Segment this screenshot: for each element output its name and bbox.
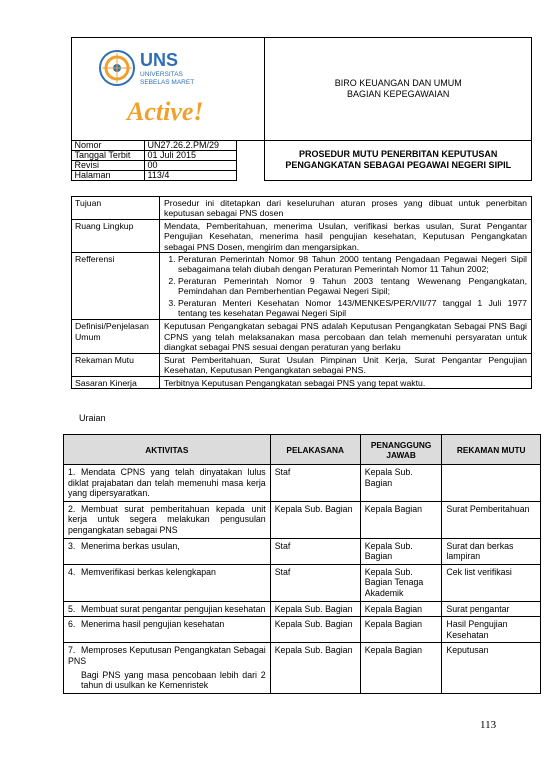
activity-text: Membuat surat pengantar pengujian kesehatan bbox=[81, 603, 266, 614]
activity-number: 1. bbox=[68, 467, 76, 477]
uraian-heading: Uraian bbox=[79, 413, 106, 423]
tujuan-label: Tujuan bbox=[72, 197, 160, 220]
activity-text: Membuat surat pemberitahuan kepada unit kerja untuk segera melakukan pengusulan pengangkatan sebagai PNS bbox=[68, 503, 266, 535]
header-penanggung-jawab: PENANGGUNG JAWAB bbox=[360, 435, 442, 465]
ruang-lingkup-label: Ruang Lingkup bbox=[72, 219, 160, 252]
activity-cell bbox=[64, 564, 271, 601]
meta-value: 01 Juli 2015 bbox=[144, 151, 236, 161]
table-row bbox=[64, 501, 541, 538]
header-aktivitas: AKTIVITAS bbox=[64, 435, 271, 465]
rekaman-mutu-cell: Keputusan bbox=[442, 643, 541, 693]
activity-text: Memproses Keputusan Pengangkatan Sebagai PNS bbox=[68, 645, 266, 666]
sasaran-kinerja-label: Sasaran Kinerja bbox=[72, 376, 160, 388]
definisi-label: Definisi/Penjelasan Umum bbox=[72, 320, 160, 353]
referensi-item: 1. Peraturan Pemerintah Nomor 98 Tahun 2000 tentang Pengadaan Pegawai Negeri Sipil sebagaimana telah diubah dengan Peraturan Pemerintah Nomor 11 Tahun 2002; bbox=[178, 254, 527, 275]
activity-cell bbox=[64, 465, 271, 502]
header-pelaksana: PELAKASANA bbox=[270, 435, 360, 465]
activity-text: Menerima hasil pengujian kesehatan bbox=[81, 619, 225, 630]
penanggung-jawab-cell: Kepala Sub. Bagian Tenaga Akademik bbox=[360, 564, 442, 601]
table-row bbox=[64, 617, 541, 643]
penanggung-jawab-cell: Kepala Sub. Bagian bbox=[360, 538, 442, 564]
activity-cell bbox=[64, 643, 271, 693]
referensi-value bbox=[160, 253, 532, 320]
activity-number: 5. bbox=[68, 603, 76, 614]
pelaksana-cell: Staf bbox=[270, 538, 360, 564]
rekaman-mutu-cell: Hasil Pengujian Kesehatan bbox=[442, 617, 541, 643]
meta-value: UN27.26.2.PM/29 bbox=[144, 141, 236, 151]
meta-value: 113/4 bbox=[144, 171, 236, 181]
activity-cell bbox=[64, 601, 271, 617]
meta-table bbox=[71, 140, 237, 181]
pelaksana-cell: Kepala Sub. Bagian bbox=[270, 601, 360, 617]
rekaman-mutu-cell bbox=[442, 465, 541, 502]
pelaksana-cell: Kepala Sub. Bagian bbox=[270, 617, 360, 643]
uns-logo bbox=[92, 44, 232, 136]
doc-title-line-2: PENGANGKATAN SEBAGAI PEGAWAI NEGERI SIPIL bbox=[285, 160, 512, 171]
referensi-item: 2. Peraturan Pemerintah Nomor 9 Tahun 2003 tentang Wewenang Pengangkatan, Pemindahan dan Pemberhentian Pegawai Negeri Sipil; bbox=[178, 276, 527, 297]
rekaman-mutu-cell: Surat pengantar bbox=[442, 601, 541, 617]
pelaksana-cell: Kepala Sub. Bagian bbox=[270, 643, 360, 693]
penanggung-jawab-cell: Kepala Bagian bbox=[360, 643, 442, 693]
activity-subtext: Bagi PNS yang masa pencobaan lebih dari 2 tahun di usulkan ke Kemenristek bbox=[81, 669, 266, 691]
doc-title-cell bbox=[265, 141, 532, 181]
referensi-label: Refferensi bbox=[72, 253, 160, 320]
pelaksana-cell: Kepala Sub. Bagian bbox=[270, 501, 360, 538]
activity-number: 6. bbox=[68, 619, 76, 630]
logo-cell bbox=[72, 38, 265, 141]
penanggung-jawab-cell: Kepala Sub. Bagian bbox=[360, 465, 442, 502]
activity-number: 7. bbox=[68, 645, 76, 656]
rekaman-mutu-cell: Surat dan berkas lampiran bbox=[442, 538, 541, 564]
activity-cell bbox=[64, 501, 271, 538]
pelaksana-cell: Staf bbox=[270, 465, 360, 502]
table-row bbox=[64, 643, 541, 693]
meta-cell bbox=[72, 141, 265, 181]
meta-value: 00 bbox=[144, 161, 236, 171]
activity-number: 2. bbox=[68, 503, 76, 514]
svg-text:UNIVERSITAS: UNIVERSITAS bbox=[140, 71, 183, 78]
activity-number: 3. bbox=[68, 540, 76, 551]
rekaman-mutu-cell: Surat Pemberitahuan bbox=[442, 501, 541, 538]
pelaksana-cell: Staf bbox=[270, 564, 360, 601]
office-cell bbox=[265, 38, 532, 141]
activity-number: 4. bbox=[68, 566, 76, 577]
activity-cell bbox=[64, 538, 271, 564]
activity-text: Menerima berkas usulan, bbox=[81, 540, 180, 551]
meta-label: Revisi bbox=[71, 161, 144, 171]
meta-label: Tanggal Terbit bbox=[71, 151, 144, 161]
document-header bbox=[71, 37, 532, 181]
doc-title-line-1: PROSEDUR MUTU PENERBITAN KEPUTUSAN bbox=[299, 149, 498, 160]
svg-text:UNS: UNS bbox=[140, 50, 179, 70]
ruang-lingkup-value: Mendata, Pemberitahuan, menerima Usulan, verifikasi berkas usulan, Surat Pengantar Pengujian Kesehatan, menerima hasil pengujian kesehatan, Keputusan Pengangkatan sebagai PNS Dosen, mengirim dan mengarsipkan. bbox=[160, 219, 532, 252]
activities-table bbox=[63, 434, 541, 694]
rekaman-mutu-cell: Cek list verifikasi bbox=[442, 564, 541, 601]
rekaman-mutu-value: Surat Pemberitahuan, Surat Usulan Pimpinan Unit Kerja, Surat Pengantar Pengujian Kesehatan, Keputusan Pengangkatan sebagai PNS. bbox=[160, 353, 532, 376]
referensi-item: 3. Peraturan Menteri Kesehatan Nomor 143/MENKES/PER/VII/77 tanggal 1 Juli 1977 tentang tes kesehatan Pegawai Negeri Sipil bbox=[178, 298, 527, 319]
activity-cell bbox=[64, 617, 271, 643]
page-number: 113 bbox=[480, 719, 497, 731]
procedure-info-table bbox=[71, 196, 532, 389]
table-row bbox=[64, 465, 541, 502]
penanggung-jawab-cell: Kepala Bagian bbox=[360, 501, 442, 538]
penanggung-jawab-cell: Kepala Bagian bbox=[360, 601, 442, 617]
penanggung-jawab-cell: Kepala Bagian bbox=[360, 617, 442, 643]
table-row bbox=[64, 601, 541, 617]
header-rekaman-mutu: REKAMAN MUTU bbox=[442, 435, 541, 465]
definisi-value: Keputusan Pengangkatan sebagai PNS adalah Keputusan Pengangkatan Sebagai PNS Bagi CPNS yang telah melaksanakan masa percobaan dan telah memenuhi persyaratan untuk diangkat sebagai PNS sesuai dengan peraturan yang berlaku bbox=[160, 320, 532, 353]
office-line-1: BIRO KEUANGAN DAN UMUM bbox=[334, 78, 462, 88]
rekaman-mutu-label: Rekaman Mutu bbox=[72, 353, 160, 376]
meta-label: Nomor bbox=[71, 141, 144, 151]
office-line-2: BAGIAN KEPEGAWAIAN bbox=[347, 89, 450, 99]
svg-text:Active!: Active! bbox=[127, 97, 204, 126]
activity-text: Mendata CPNS yang telah dinyatakan lulus diklat prajabatan dan telah memenuhi masa kerja yang dipersyaratkan. bbox=[68, 467, 266, 499]
table-row bbox=[64, 564, 541, 601]
table-row bbox=[64, 538, 541, 564]
tujuan-value: Prosedur ini ditetapkan dari keseluruhan aturan proses yang dibuat untuk penerbitan keputusan sebagai PNS dosen bbox=[160, 197, 532, 220]
svg-text:SEBELAS MARET: SEBELAS MARET bbox=[140, 79, 195, 86]
sasaran-kinerja-value: Terbitnya Keputusan Pengangkatan sebagai PNS yang tepat waktu. bbox=[160, 376, 532, 388]
meta-label: Halaman bbox=[71, 171, 144, 181]
activity-text: Memverifikasi berkas kelengkapan bbox=[81, 566, 216, 577]
